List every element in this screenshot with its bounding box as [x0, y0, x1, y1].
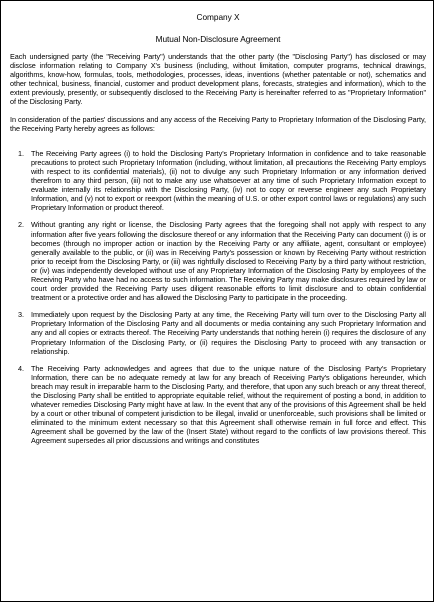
clause-number: 3. [18, 310, 24, 320]
agreement-title: Mutual Non-Disclosure Agreement [155, 34, 281, 44]
clause-4 [10, 364, 426, 446]
clause-text: Without granting any right or license, the Disclosing Party agrees that the foregoing shall not apply with respect to any information after five years following the disclosure thereof or any information that the Receiving Party can document (i) is or becomes (through no improper action or inaction by the Receiving Party or any affiliate, agent, consultant or employee) generally available to the public, or (ii) was in Receiving Party's possession or known by Receiving Party without restriction prior to receipt from the Disclosing Party, or (iii) was rightfully disclosed to Receiving Party by a third party without restriction, or (iv) was independently developed without use of any Proprietary Information of the Disclosing Party by employees of the Receiving Party who have had no access to such information. The Receiving Party may make disclosures required by law or court order provided the Receiving Party uses diligent reasonable efforts to limit disclosure and to obtain confidential treatment or a protective order and has allowed the Disclosing Party to participate in the proceeding. [31, 220, 426, 303]
clause-text: The Receiving Party agrees (i) to hold the Disclosing Party's Proprietary Information in confidence and to take reasonable precautions to protect such Proprietary Information (including, without limitation, all precautions the Receiving Party employs with respect to its confidential materials), (ii) not to divulge any such Proprietary Information or any information derived therefrom to any third person, (iii) not to make any use whatsoever at any time of such Proprietary Information except to evaluate internally its relationship with the Disclosing Party, (iv) not to copy or reverse engineer any such Proprietary Information, and (v) not to export or reexport (within the meaning of U.S. or other export control laws or regulations) any such Proprietary Information or product thereof. [31, 148, 426, 213]
clause-number: 4. [18, 363, 24, 373]
clause-list [10, 149, 426, 446]
clause-text: The Receiving Party acknowledges and agrees that due to the unique nature of the Disclosing Party's Proprietary Information, there can be no adequate remedy at law for any breach of Receiving Party's obligations hereunder, which breach may result in irreparable harm to the Disclosing Party, and therefore, that upon any such breach or any threat thereof, the Disclosing Party shall be entitled to appropriate equitable relief, without the requirement of posting a bond, in addition to whatever remedies Disclosing Party might have at law. In the event that any of the provisions of this Agreement shall be held by a court or other tribunal of competent jurisdiction to be illegal, invalid or unenforceable, such provisions shall be limited or eliminated to the minimum extent necessary so that this Agreement shall otherwise remain in full force and effect. This Agreement shall be governed by the law of the (Insert State) without regard to the conflicts of law provisions thereof. This Agreement supersedes all prior discussions and writings and constitutes [31, 363, 426, 446]
clause-3 [10, 310, 426, 355]
intro-paragraph: Each undersigned party (the "Receiving Party") understands that the other party (the "Disclosing Party") has disclosed or may disclose information relating to Company X's business (including, without limitation, computer programs, technical drawings, algorithms, know-how, formulas, tools, methodologies, processes, ideas, inventions (whether patentable or not), schematics and other technical, business, financial, customer and product development plans, forecasts, strategies and information), which to the extent previously, presently, or subsequently disclosed to the Receiving Party is hereinafter referred to as "Proprietary Information" of the Disclosing Party. [10, 52, 426, 107]
clause-2 [10, 220, 426, 302]
clause-number: 2. [18, 220, 24, 230]
clause-text: Immediately upon request by the Disclosing Party at any time, the Receiving Party will turn over to the Disclosing Party all Proprietary Information of the Disclosing Party and all documents or media containing any such Proprietary Information and any and all copies or extracts thereof. The Receiving Party understands that nothing herein (i) requires the disclosure of any Proprietary Information of the Disclosing Party, or (ii) requires the Disclosing Party to proceed with any transaction or relationship. [31, 310, 426, 356]
document-body [10, 12, 426, 454]
clause-1 [10, 149, 426, 213]
clause-number: 1. [18, 148, 24, 158]
company-name: Company X [196, 12, 240, 22]
consideration-paragraph: In consideration of the parties' discussions and any access of the Receiving Party to Proprietary Information of the Disclosing Party, the Receiving Party hereby agrees as follows: [10, 114, 426, 133]
